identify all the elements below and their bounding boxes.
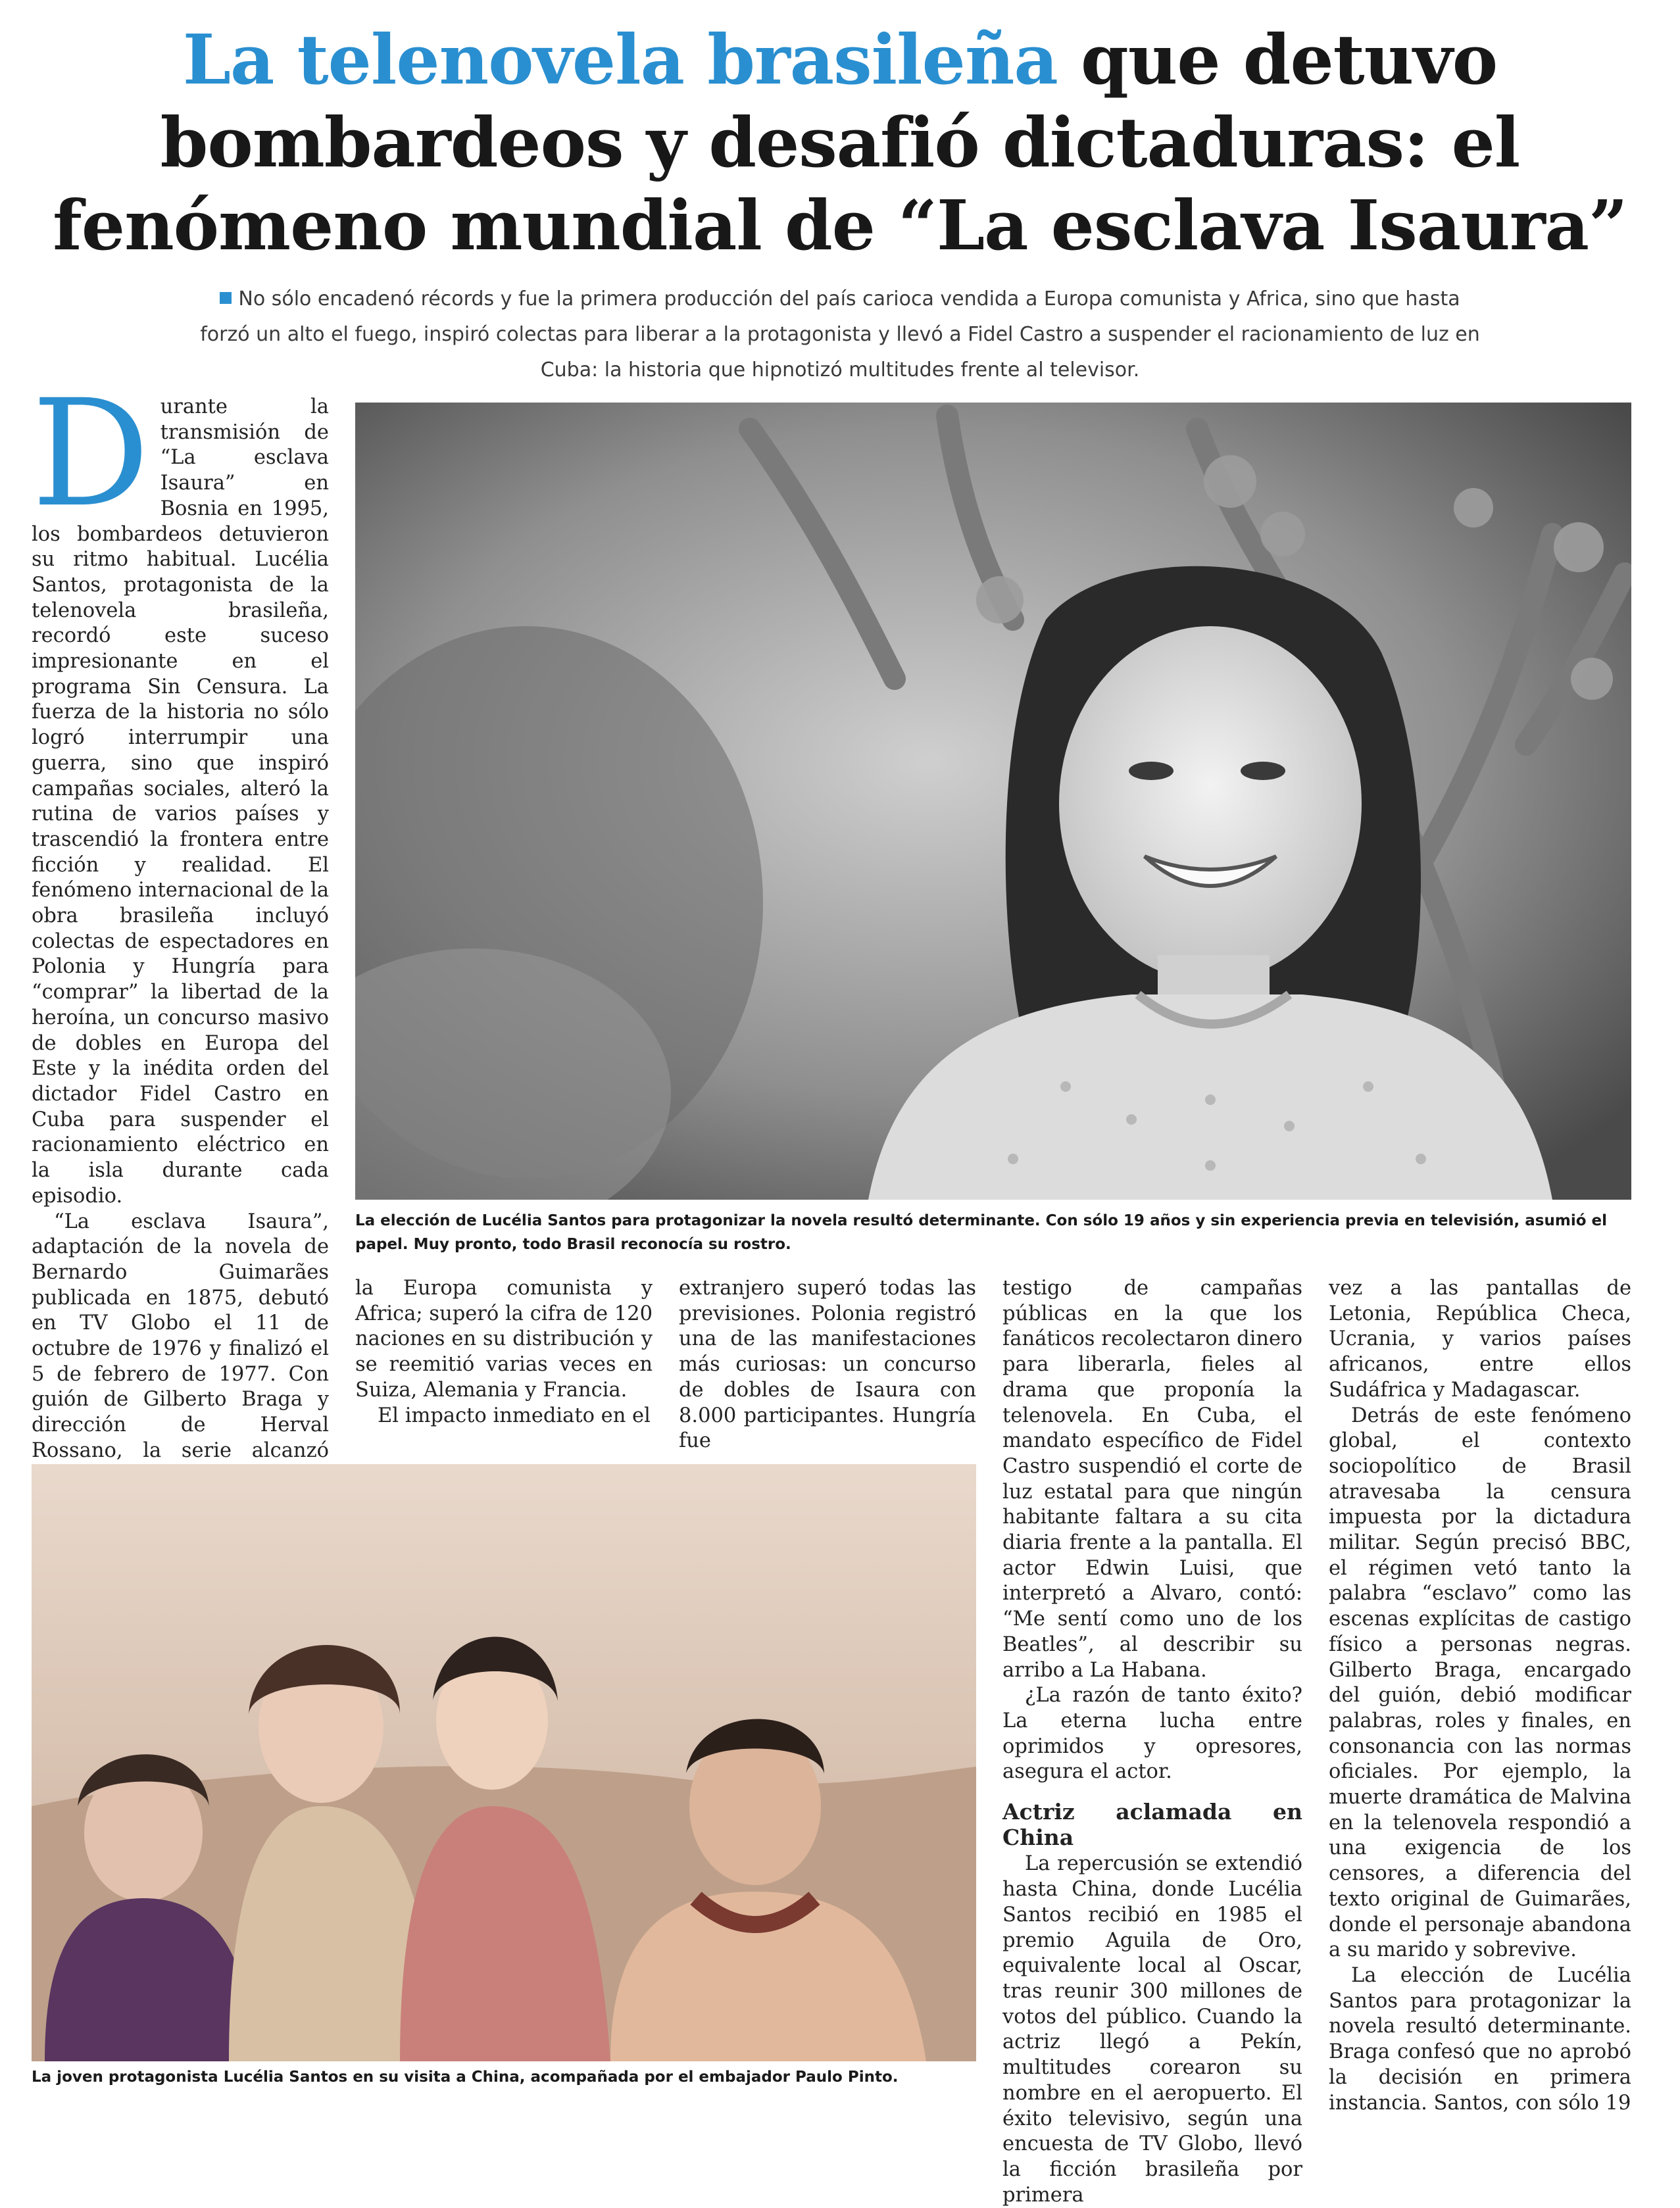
col2-paragraph-2: El impacto inmediato en el [378, 1404, 651, 1427]
column-4 [1002, 1276, 1302, 2208]
photo-lucelia-santos [355, 403, 1631, 1200]
col1-paragraph-2: “La esclava Isaura”, adaptación de la novela de Bernardo Guimarães publicada en 1875, debutó en TV Globo el 11 de octubre de 1976 y finalizó el 5 de febrero de 1977. Con guión de Gilberto Braga y dirección de Herval Rossano, la serie alcanzó [32, 1210, 329, 1462]
portrait-illustration [355, 403, 1631, 1200]
col5-paragraph-2: Detrás de este fenómeno global, el contexto sociopolítico de Brasil atravesaba la censura impuesta por la dictadura militar. Según precisó BBC, el régimen vetó tanto la palabra “esclavo” como las escenas explícitas de castigo físico a personas negras. Gilberto Braga, encargado del guión, debió modificar palabras, roles y finales, en consonancia con las normas oficiales. Por ejemplo, la muerte dramática de Malvina en la telenovela respondió a una exigencia de los censores, a diferencia del texto original de Guimarães, donde el personaje abandona a su marido y sobrevive. [1329, 1404, 1631, 1962]
col1-paragraph-1 [32, 368, 329, 1210]
col2-paragraph-1: la Europa comunista y Africa; superó la cifra de 120 naciones en su distribución y se reemitió varias veces en Suiza, Alemania y Francia. [355, 1277, 653, 1402]
dropcap: D [32, 368, 150, 539]
col5-paragraph-1: vez a las pantallas de Letonia, República Checa, Ucrania, y varios países africanos, entre ellos Sudáfrica y Madagascar. [1329, 1277, 1631, 1402]
column-1 [32, 368, 329, 1617]
lead-deck [197, 282, 1483, 388]
col5-paragraph-3: La elección de Lucélia Santos para protagonizar la novela resultó determinante. Braga confesó que no aprobó la decisión en primera instancia. Santos, con sólo 19 [1329, 1963, 1631, 2115]
photo-2-caption: La joven protagonista Lucélia Santos en su visita a China, acompañada por el embajador Paulo Pinto. [32, 2069, 899, 2086]
col3-paragraph-1: extranjero superó todas las previsiones. Polonia registró una de las manifestaciones más curiosas: un concurso de dobles de Isaura con 8.000 participantes. Hungría fue [679, 1277, 976, 1453]
column-2 [355, 1276, 653, 1429]
column-5 [1329, 1276, 1631, 2116]
column-3 [679, 1276, 976, 1454]
headline-rest: que detuvo bombardeos y desafió dictaduras: el fenómeno mundial de “La esclava Isaura” [53, 19, 1627, 266]
lead-bullet-icon [220, 292, 232, 304]
col4-paragraph-3: La repercusión se extendió hasta China, donde Lucélia Santos recibió en 1985 el premio Aguila de Oro, equivalente local al Oscar, tras reunir 300 millones de votos del público. Cuando la actriz llegó a Pekín, multitudes corearon su nombre en el aeropuerto. El éxito televisivo, según una encuesta de TV Globo, llevó la ficción brasileña por primera [1002, 1852, 1302, 2207]
col4-paragraph-2: ¿La razón de tanto éxito? La eterna lucha entre oprimidos y opresores, asegura el actor. [1002, 1684, 1302, 1784]
lead-text: No sólo encadenó récords y fue la primera producción del país carioca vendida a Europa comunista y Africa, sino que hasta forzó un alto el fuego, inspiró colectas para liberar a la protagonista y llevó a Fidel Castro a suspender el racionamiento de luz en Cuba: la historia que hipnotizó multitudes frente al televisor. [200, 287, 1480, 381]
headline [39, 18, 1641, 267]
col1-p1-text: urante la transmisión de “La esclava Isaura” en Bosnia en 1995, los bombardeos detuvieron su ritmo habitual. Lucélia Santos, protagonista de la telenovela brasileña, recordó este suceso impresionante en el programa Sin Censura. La fuerza de la historia no sólo logró interrumpir una guerra, sino que inspiró campañas sociales, alteró la rutina de varios países y trascendió la frontera entre ficción y realidad. El fenómeno internacional de la obra brasileña incluyó colectas de espectadores en Polonia y Hungría para “comprar” la libertad de la heroína, un concurso masivo de dobles en Europa del Este y la inédita orden del dictador Fidel Castro en Cuba para suspender el racionamiento eléctrico en la isla durante cada episodio. [32, 395, 329, 1208]
group-photo-illustration [32, 1464, 976, 2061]
headline-accent: La telenovela brasileña [182, 19, 1058, 100]
col4-paragraph-1: testigo de campañas públicas en la que los fanáticos recolectaron dinero para liberarla, fieles al drama que proponía la telenovela. En Cuba, el mandato específico de Fidel Castro suspendió el corte de luz estatal para que ningún habitante faltara a su cita diaria frente a la pantalla. El actor Edwin Luisi, que interpretó a Alvaro, contó: “Me sentí como uno de los Beatles”, al describir su arribo a La Habana. [1002, 1277, 1302, 1682]
photo-1-caption: La elección de Lucélia Santos para protagonizar la novela resultó determinante. Con sólo 19 años y sin experiencia previa en televisión, asumió el papel. Muy pronto, todo Brasil reconocía su rostro. [355, 1212, 1607, 1253]
col4-subhead: Actriz aclamada en China [1002, 1799, 1302, 1850]
photo-china-visit [32, 1464, 976, 2061]
